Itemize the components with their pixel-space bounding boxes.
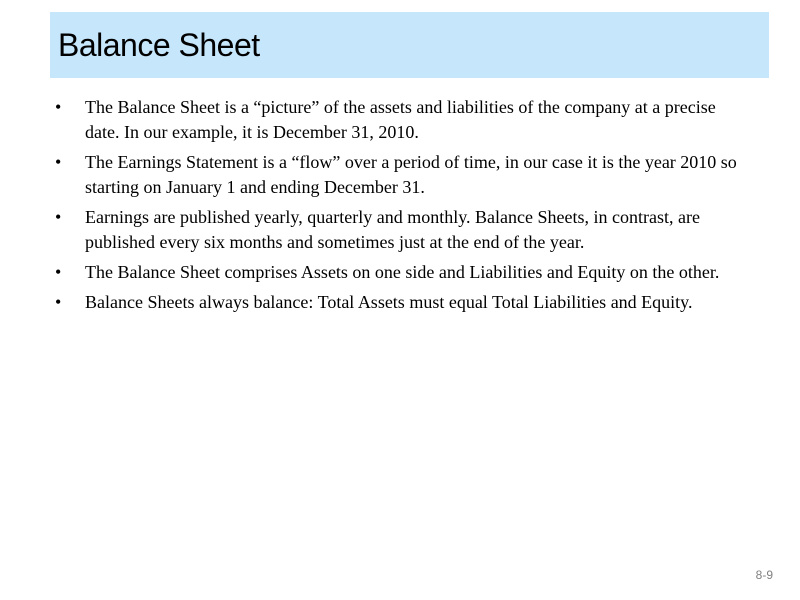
bullet-marker: • bbox=[55, 152, 62, 172]
bullet-marker: • bbox=[55, 97, 62, 117]
bullet-text: The Balance Sheet comprises Assets on one side and Liabilities and Equity on the other. bbox=[85, 262, 720, 282]
bullet-marker: • bbox=[55, 207, 62, 227]
bullet-item bbox=[52, 95, 752, 145]
bullet-text: The Earnings Statement is a “flow” over a period of time, in our case it is the year 2010 so starting on January 1 and ending December 31. bbox=[85, 152, 737, 197]
bullet-marker: • bbox=[55, 262, 62, 282]
bullet-text: Balance Sheets always balance: Total Assets must equal Total Liabilities and Equity. bbox=[85, 292, 693, 312]
bullet-text: The Balance Sheet is a “picture” of the assets and liabilities of the company at a precise date. In our example, it is December 31, 2010. bbox=[85, 97, 716, 142]
bullet-item bbox=[52, 205, 752, 255]
bullet-item bbox=[52, 260, 752, 285]
page-number: 8-9 bbox=[755, 568, 773, 582]
title-bar bbox=[50, 12, 769, 78]
bullet-list bbox=[52, 95, 752, 320]
bullet-item bbox=[52, 290, 752, 315]
slide-title: Balance Sheet bbox=[58, 27, 260, 63]
bullet-item bbox=[52, 150, 752, 200]
bullet-marker: • bbox=[55, 292, 62, 312]
bullet-text: Earnings are published yearly, quarterly and monthly. Balance Sheets, in contrast, are published every six months and sometimes just at the end of the year. bbox=[85, 207, 700, 252]
